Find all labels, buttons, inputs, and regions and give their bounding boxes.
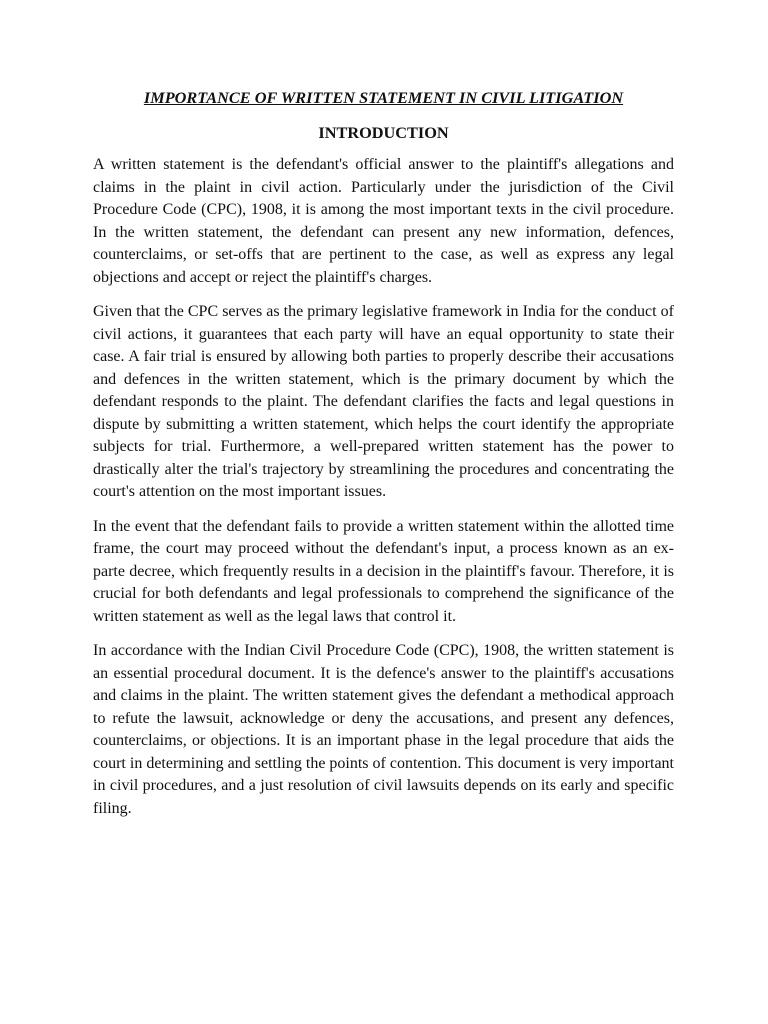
document-page: [93, 87, 674, 832]
paragraph-4: In accordance with the Indian Civil Procedure Code (CPC), 1908, the written statement is an essential procedural document. It is the defence's answer to the plaintiff's accusations and claims in the plaint. The written statement gives the defendant a methodical approach to refute the lawsuit, acknowledge or deny the accusations, and present any defences, counterclaims, or objections. It is an important phase in the legal procedure that aids the court in determining and settling the points of contention. This document is very important in civil procedures, and a just resolution of civil lawsuits depends on its early and specific filing.: [93, 642, 674, 817]
paragraph-1: A written statement is the defendant's official answer to the plaintiff's allegations and claims in the plaint in civil action. Particularly under the jurisdiction of the Civil Procedure Code (CPC), 1908, it is among the most important texts in the civil procedure. In the written statement, the defendant can present any new information, defences, counterclaims, or set-offs that are pertinent to the case, as well as express any legal objections and accept or reject the plaintiff's charges.: [93, 156, 674, 286]
document-title: IMPORTANCE OF WRITTEN STATEMENT IN CIVIL LITIGATION: [143, 88, 624, 107]
paragraph-3: In the event that the defendant fails to provide a written statement within the allotted time frame, the court may proceed without the defendant's input, a process known as an ex-parte decree, which frequently results in a decision in the plaintiff's favour. Therefore, it is crucial for both defendants and legal professionals to comprehend the significance of the written statement as well as the legal laws that control it.: [93, 517, 674, 625]
section-heading-introduction: INTRODUCTION: [318, 122, 449, 142]
paragraph-2: Given that the CPC serves as the primary legislative framework in India for the conduct of civil actions, it guarantees that each party will have an equal opportunity to state their case. A fair trial is ensured by allowing both parties to properly describe their accusations and defences in the written statement, which is the primary document by which the defendant responds to the plaint. The defendant clarifies the facts and legal questions in dispute by submitting a written statement, which helps the court identify the appropriate subjects for trial. Furthermore, a well-prepared written statement has the power to drastically alter the trial's trajectory by streamlining the procedures and concentrating the court's attention on the most important issues.: [93, 303, 674, 500]
